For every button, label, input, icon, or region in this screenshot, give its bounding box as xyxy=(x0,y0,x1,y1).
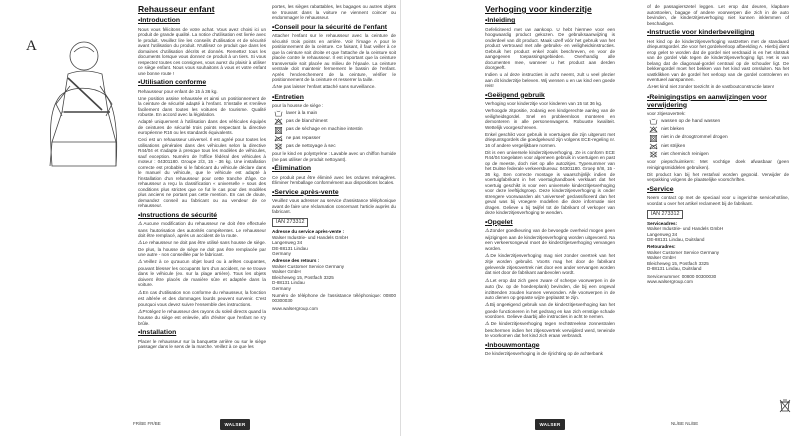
heading-install-fr: • Installation xyxy=(138,329,266,337)
left-col-2 xyxy=(272,4,396,414)
returns-address-line: D-88131 Lindau xyxy=(272,280,305,286)
safety-paragraph-3: ⚠ Veillez à ce qu'aucun objet lourd ou à arêtes coupantes, pouvant blesser les occupants lors d'un accident, ne se trouve dans le véhicule (ex. sur la plage arrière). Tous les objets doivent être placés de manière sûre et adaptée dans la voiture. xyxy=(138,259,266,288)
heading-advice-fr: • Conseil pour la sécurité de l'enfant xyxy=(272,24,396,32)
care-item xyxy=(274,118,396,125)
heading-care-fr: • Entretien xyxy=(272,94,396,102)
returns-address-label: Retouradres: xyxy=(647,244,676,250)
care-item xyxy=(649,151,789,158)
intro-paragraph-2: Indien u al deze instructies in acht neemt, zult u veel plezier aan dit kinderzitje beleven. Wij wensen u en uw kind een goede reis! xyxy=(485,72,615,89)
care-paragraph-2: pour le kind en polystyrène : Lavable avec un chiffon humide (ne pas utiliser de produit nettoyant). xyxy=(272,151,396,162)
service-address-line: Langenweg 34 xyxy=(647,231,678,237)
care-item-label: wassen op de hand wassen xyxy=(661,118,721,124)
usage-paragraph-4: Ceci est un rehausseur universel. Il est agréé pour toutes les utilisations générales dans des véhicules selon la directive R44/04 et s'adapte à presque tous les modèles de véhicules, sauf exception. Numéro de l'office fédéral des véhicules à moteur : 04301180. Groupe 2/3, 15 - 36 kg. Une installation correcte est probable si le fabricant du véhicule déclare dans le manuel du véhicule, que le véhicule est adapté à l'installation d'un rehausseur pour cette tranche d'âge. Ce rehausseur a reçu la classification « universelle » sous des conditions plus strictes que ce fut le cas pour des modèles plus anciens ne portant pas cette mention. En cas de doute, demandez conseil au fabricant ou au vendeur de ce rehausseur. xyxy=(138,137,266,209)
heading-intro-nl: • Inleiding xyxy=(485,17,615,25)
hand-wash-icon xyxy=(649,118,658,125)
usage-paragraph-3: Adapté uniquement à l'utilisation dans des véhicules équipés de ceintures de sécurité trois points respectant la directive européenne R16 ou les standards équivalents. xyxy=(138,119,266,136)
care-item-label: pas de blanchiment xyxy=(286,119,328,125)
returns-address-line: Walser Customer Service Germany xyxy=(272,263,345,269)
website: www.walsergroup.com xyxy=(272,305,318,311)
no-bleach-icon xyxy=(649,126,658,133)
no-bleach-icon xyxy=(274,118,283,125)
heading-usage-fr: • Utilisation conforme xyxy=(138,79,266,87)
hotline: Servicenummer: 00800 00300030 xyxy=(647,273,717,279)
safety-paragraph-1: ⚠ Aucune modification du rehausseur ne doit être effectuée sans l'autorisation des autorités compétentes. Le rehausseur doit être remplacé, après un accident de la route. xyxy=(138,221,266,239)
returns-address-line: Walser GmbH xyxy=(647,255,676,261)
returns-address-label: Adresse des retours : xyxy=(272,258,320,264)
advice-paragraph-2: ⚠ Ne pas laisser l'enfant attaché sans surveillance. xyxy=(272,84,396,91)
care-item xyxy=(274,135,396,142)
returns-address-line: Bleicheweg 15, Postfach 3325 xyxy=(647,260,709,266)
usage-paragraph-1: Verhoging voor kinderzitje voor kinderen van 15 tot 36 kg. xyxy=(485,101,603,107)
heading-safety-nl: • Opgelet xyxy=(485,219,615,227)
heading-advice-nl: • Instructie voor kinderbeveiliging xyxy=(647,29,789,37)
right-page xyxy=(401,0,802,436)
returns-address-line: Bleicheweg 15, Postfach 3325 xyxy=(272,274,334,280)
service-address-label: Serviceadres: xyxy=(647,220,678,226)
ian-code: IAN 273312 xyxy=(272,218,308,227)
child-seat-illustration xyxy=(12,16,130,176)
care-item-label: niet bleken xyxy=(661,127,685,133)
usage-paragraph-2: Une position assise rehaussée et ainsi un positionnement de la ceinture de sécurité adapté à l'enfant. S'installe et s'enlève facilement dans toutes les voitures de tourisme. Qualité robuste. En accord avec la législation. xyxy=(138,95,266,118)
service-address-line: Langenweg 34 xyxy=(272,240,303,246)
no-dry-clean-icon xyxy=(274,143,283,150)
intro-paragraph-1: Gefeliciteerd met uw aankoop. U hebt hiermee voor een hoogwaardig product gekozen. De gebruiksaanwijzing is onderdeel van dit product. Maak uzelf vóór het gebruik van het product vertrouwd met alle gebruiks- en veiligheidsinstructies. Gebruik het product enkel zoals beschreven, en voor de aangegeven toepassingsgebieden. Overhandig alle documenten mee, wanneer u het product aan derden doorgeeft. xyxy=(485,26,615,70)
care-item-label: pas de nettoyage à sec xyxy=(286,143,336,149)
service-address-line: DE-88131 Lindau, Duitsland xyxy=(647,237,705,243)
care-paragraph-2: voor piepschuimkern: Met vochtige doek afwasbaar (geen reinigingsmiddelen gebruiken). xyxy=(647,159,789,170)
language-code: FR/BE FR/BE xyxy=(133,421,161,426)
service-paragraph: Veuillez vous adresser au service d'assistance téléphonique avant de faire une réclamation concernant l'article auprès du fabricant. xyxy=(272,198,396,215)
right-col-1 xyxy=(485,4,615,414)
care-item-label: niet in de droogtrommel drogen xyxy=(661,135,728,141)
heading-disposal-fr: • Élimination xyxy=(272,165,396,173)
safety-paragraph-5: ⚠ Protégez le rehausseur des rayons du soleil directs quand la housse du siège est enlevée, afin d'éviter que l'enfant ne s'y brûle. xyxy=(138,309,266,327)
service-address-line: Walser Industrie- und Handels GmbH xyxy=(647,226,724,232)
brand-logo: WALSER xyxy=(220,419,250,430)
language-code: NL/BE NL/BE xyxy=(671,421,699,426)
brand-logo: WALSER xyxy=(535,419,565,430)
safety-paragraph-2: ⚠ Le rehausseur ne doit pas être utilisé sans housse de siège. De plus, la housse de siège ne doit pas être remplacée par une autre - non conseillée par le fabricant. xyxy=(138,240,266,258)
install-paragraph: Placer le rehausseur sur la banquette arrière ou sur le siège passager dans le sens de la marche. Veillez à ce que les xyxy=(138,338,266,350)
figure-label: A xyxy=(26,38,37,54)
returns-address-line: Walser Customer Service Germany xyxy=(647,249,720,255)
returns-address-line: Germany xyxy=(272,285,291,291)
page-footer xyxy=(401,418,802,432)
heading-care-nl: • Reinigingstips en aanwijzingen voor verwijdering xyxy=(647,94,789,110)
hand-wash-icon xyxy=(274,110,283,117)
care-item xyxy=(649,118,789,125)
left-col-1 xyxy=(138,4,266,414)
continued-paragraph: of de passagierszetel leggen. Let erop dat deuren, klapbare autostoelen, bagage of andere voorwerpen die zich in de auto bevinden, de kinderzitjesverhoging niet kunnen inklemmen of beschadigen. xyxy=(647,4,789,26)
service-address-label: Adresse du service après-vente : xyxy=(272,229,345,235)
page-footer xyxy=(0,418,401,432)
intro-paragraph: Nous vous félicitons de votre achat. Vous avez choisi ici un produit de grande qualité. La notice d'utilisation est livrée avec le produit. Veuillez lire les conseils d'utilisation et de sécurité avant l'utilisation du produit. N'utilisez ce produit que dans les domaines d'utilisation décrits et donnés. Remettez tous les documents lorsque vous donnez ce produit à un tiers. Si vous respectez toutes ces consignes, vous aurez du plaisir à utiliser ce siège enfant. Nous vous souhaitons à vous et votre enfant une bonne route ! xyxy=(138,26,266,76)
install-paragraph: De kinderzitjesverhoging in de rijrichting op de achterbank xyxy=(485,351,603,357)
care-item xyxy=(274,127,396,134)
service-address-line: Germany xyxy=(272,251,291,257)
doc-title-fr: Rehausseur enfant xyxy=(138,4,215,14)
care-item xyxy=(274,143,396,150)
continued-paragraph: portes, les sièges rabattables, les bagages ou autres objets se trouvant dans la voiture ne viennent coincer ou endommager le rehausseur. xyxy=(272,4,396,20)
disposal-paragraph: Ce produit peut être éliminé avec les ordures ménagères. Éliminer l'emballage conformément aux dispositions locales. xyxy=(272,174,396,186)
no-tumble-dry-icon xyxy=(274,127,283,134)
website: www.walsergroup.com xyxy=(647,279,693,284)
heading-usage-nl: • Geëigend gebruik xyxy=(485,92,615,100)
returns-address-line: D-88131 Lindau, Duitsland xyxy=(647,266,702,272)
heading-intro-fr: • Introduction xyxy=(138,17,266,25)
safety-paragraph-1: ⚠ Zonder goedkeuring van de bevoegde overheid mogen geen wijzigingen aan de kinderzitjesverhoging worden uitgevoerd. Na een verkeersongeval moet de kinderzitjesverhoging vervangen worden. xyxy=(485,228,615,251)
safety-paragraph-5: ⚠ De kinderzitjesverhoging tegen rechtstreekse zonnestralen beschermen indien het zitjesovertrek verwijderd werd, teneinde te voorkomen dat het kind zich eraan verbrandt. xyxy=(485,321,615,339)
safety-paragraph-2: ⚠ De kinderzitjesverhoging mag niet zonder overtrek van het zitje worden gebruikt. Voorts mag het door de fabrikant geleverde zitjesovertrek niet door een ander vervangen worden dat niet door de fabrikant aanbevolen wordt. xyxy=(485,253,615,276)
service-address-line: DE-88131 Lindau xyxy=(272,245,308,251)
doc-title-nl: Verhoging voor kinderzitje xyxy=(485,4,592,14)
care-item xyxy=(274,110,396,117)
advice-paragraph-2: ⚠ Het kind niet zonder toezicht in de vastboutconstructie laten! xyxy=(647,84,789,91)
advice-paragraph-1: Het kind op de kinderzitjesverhoging vastzetten met de standaard driepuntsgordel. Zie voor het gordelverloop afbeelding A. Hierbij dient erop gelet te worden dat de gordel niet verdraaid is en het slotstuk van de gordel vlak tegen de kinderzitjesverhoging ligt. Het is van belang dat de diagonaal-gordel centraal op de schouder ligt. De bekkengordel moet het bekken van het kind vast omsluiten. Na het vastklikken van de gordel het verloop van de gordel controleren en eventueel aanspannen. xyxy=(647,38,789,82)
safety-paragraph-4: ⚠ Bij ongeëigend gebruik van de kinderzitjesverhoging kan het goede functioneren in het gedrang en kan zich ernstige schade voordoen. Gelieve daarbij alle instructies in acht te nemen. xyxy=(485,302,615,320)
care-paragraph-3: Dit product kan bij het restafval worden gegooid. Verwijder de verpakking volgens de plaatselijke voorschriften. xyxy=(647,171,789,183)
care-item-label: ne pas repasser xyxy=(286,135,321,141)
usage-paragraph-1: Rehausseur pour enfant de 15 à 36 kg. xyxy=(138,88,218,94)
ian-code: IAN 273312 xyxy=(647,210,683,219)
right-col-2 xyxy=(647,4,789,396)
advice-paragraph-1: Attacher l'enfant sur le rehausseur avec la ceinture de sécurité trois points en arrière. Voir l'image A pour le positionnement de la ceinture. Ce faisant, il faut veiller à ce que la ceinture soit droite et que l'attache de la ceinture soit placée contre le rehausseur. Il est important que la ceinture transversale soit placée au milieu de l'épaule. La ceinture ventrale doit maintenir fermement le bassin de l'enfant. Après l'enclenchement de la ceinture, vérifier le positionnement de la ceinture et resserrer la taille. xyxy=(272,33,396,82)
heading-service-nl: • Service xyxy=(647,186,789,194)
care-item xyxy=(649,135,789,142)
care-item-label: niet strijken xyxy=(661,143,686,149)
care-item xyxy=(649,143,789,150)
care-item-label: laver à la main xyxy=(286,110,318,116)
no-iron-icon xyxy=(274,135,283,142)
returns-address-line: Walser GmbH xyxy=(272,269,301,275)
no-iron-icon xyxy=(649,143,658,150)
recycling-bin-icon xyxy=(779,399,791,413)
heading-service-fr: • Service après-vente xyxy=(272,189,396,197)
care-item xyxy=(649,126,789,133)
care-intro: voor zitjesovertrek: xyxy=(647,111,686,117)
hotline: Numéro de téléphone de l'assistance téléphonique: 00800 00300030 xyxy=(272,292,396,304)
service-paragraph: Neem contact op met de speciaal voor u ingerichte servicehotline, voordat u over het artikel reclameert bij de fabrikant. xyxy=(647,195,789,206)
usage-paragraph-3: Enkel geschikt voor gebruik in voertuigen die zijn uitgerust met driepuntsgordels die goedgekeurd zijn volgens ECE-regeling nr. 16 of andere vergelijkbare normen. xyxy=(485,131,615,148)
care-intro: pour la housse de siège : xyxy=(272,103,324,109)
no-tumble-dry-icon xyxy=(649,135,658,142)
usage-paragraph-4: Dit is een universele kinderzitjesverhoging. Ze is conform ECE R44/04 toegelaten voor algemeen gebruik in voertuigen en past op de meeste, doch niet op alle autozitjes. Typenummer van het Duitse federale verkeersbureau: 04301180. Groep II/III, 15 - 36 kg. Een correcte montage is waarschijnlijk indien de voertuigfabrikant in het voertuighandboek verklaart dat het voertuig geschikt is voor een universele kinderzitjesverhoging voor deze leeftijdsgroep. Deze kinderzitjesverhoging is onder strengere voorwaarden als 'universeel' geclassificeerd dan het geval was bij vroegere modellen die deze informatie niet dragen. Gelieve u bij twijfel tot de fabrikant of verkoper van deze kinderzitjesverhoging te wenden. xyxy=(485,149,615,216)
heading-safety-fr: • Instructions de sécurité xyxy=(138,212,266,220)
safety-paragraph-4: ⚠ En cas d'utilisation non conforme du rehausseur, la fonction est altérée et des dommages lourds peuvent survenir. C'est pourquoi vous devez suivre l'ensemble des instructions. xyxy=(138,290,266,308)
no-dry-clean-icon xyxy=(649,151,658,158)
care-item-label: niet chemisch reinigen xyxy=(661,151,709,157)
heading-install-nl: • Inbouwmontage xyxy=(485,342,615,350)
safety-paragraph-3: ⚠ Let erop dat zich geen zware of scherpe voorwerpen in de auto (bv. op de hoedenplank) bevinden, die bij een ongeval inzittenden zouden kunnen verwonden. Alle voorwerpen in de auto dienen op gepaste wijze geplaatst te zijn. xyxy=(485,278,615,301)
service-address-line: Walser Industrie- und Handels GmbH xyxy=(272,234,349,240)
usage-paragraph-2: Verhoogde zitpositie, zodanig een kindgerechte aanleg van de veiligheidsgordel. Snel en probleemloos monteren en demonteren in alle personenwagens. Robuuste kwaliteit. Wettelijk voorgeschreven. xyxy=(485,108,615,130)
care-item-label: pas de séchage en machine intestin xyxy=(286,127,363,133)
